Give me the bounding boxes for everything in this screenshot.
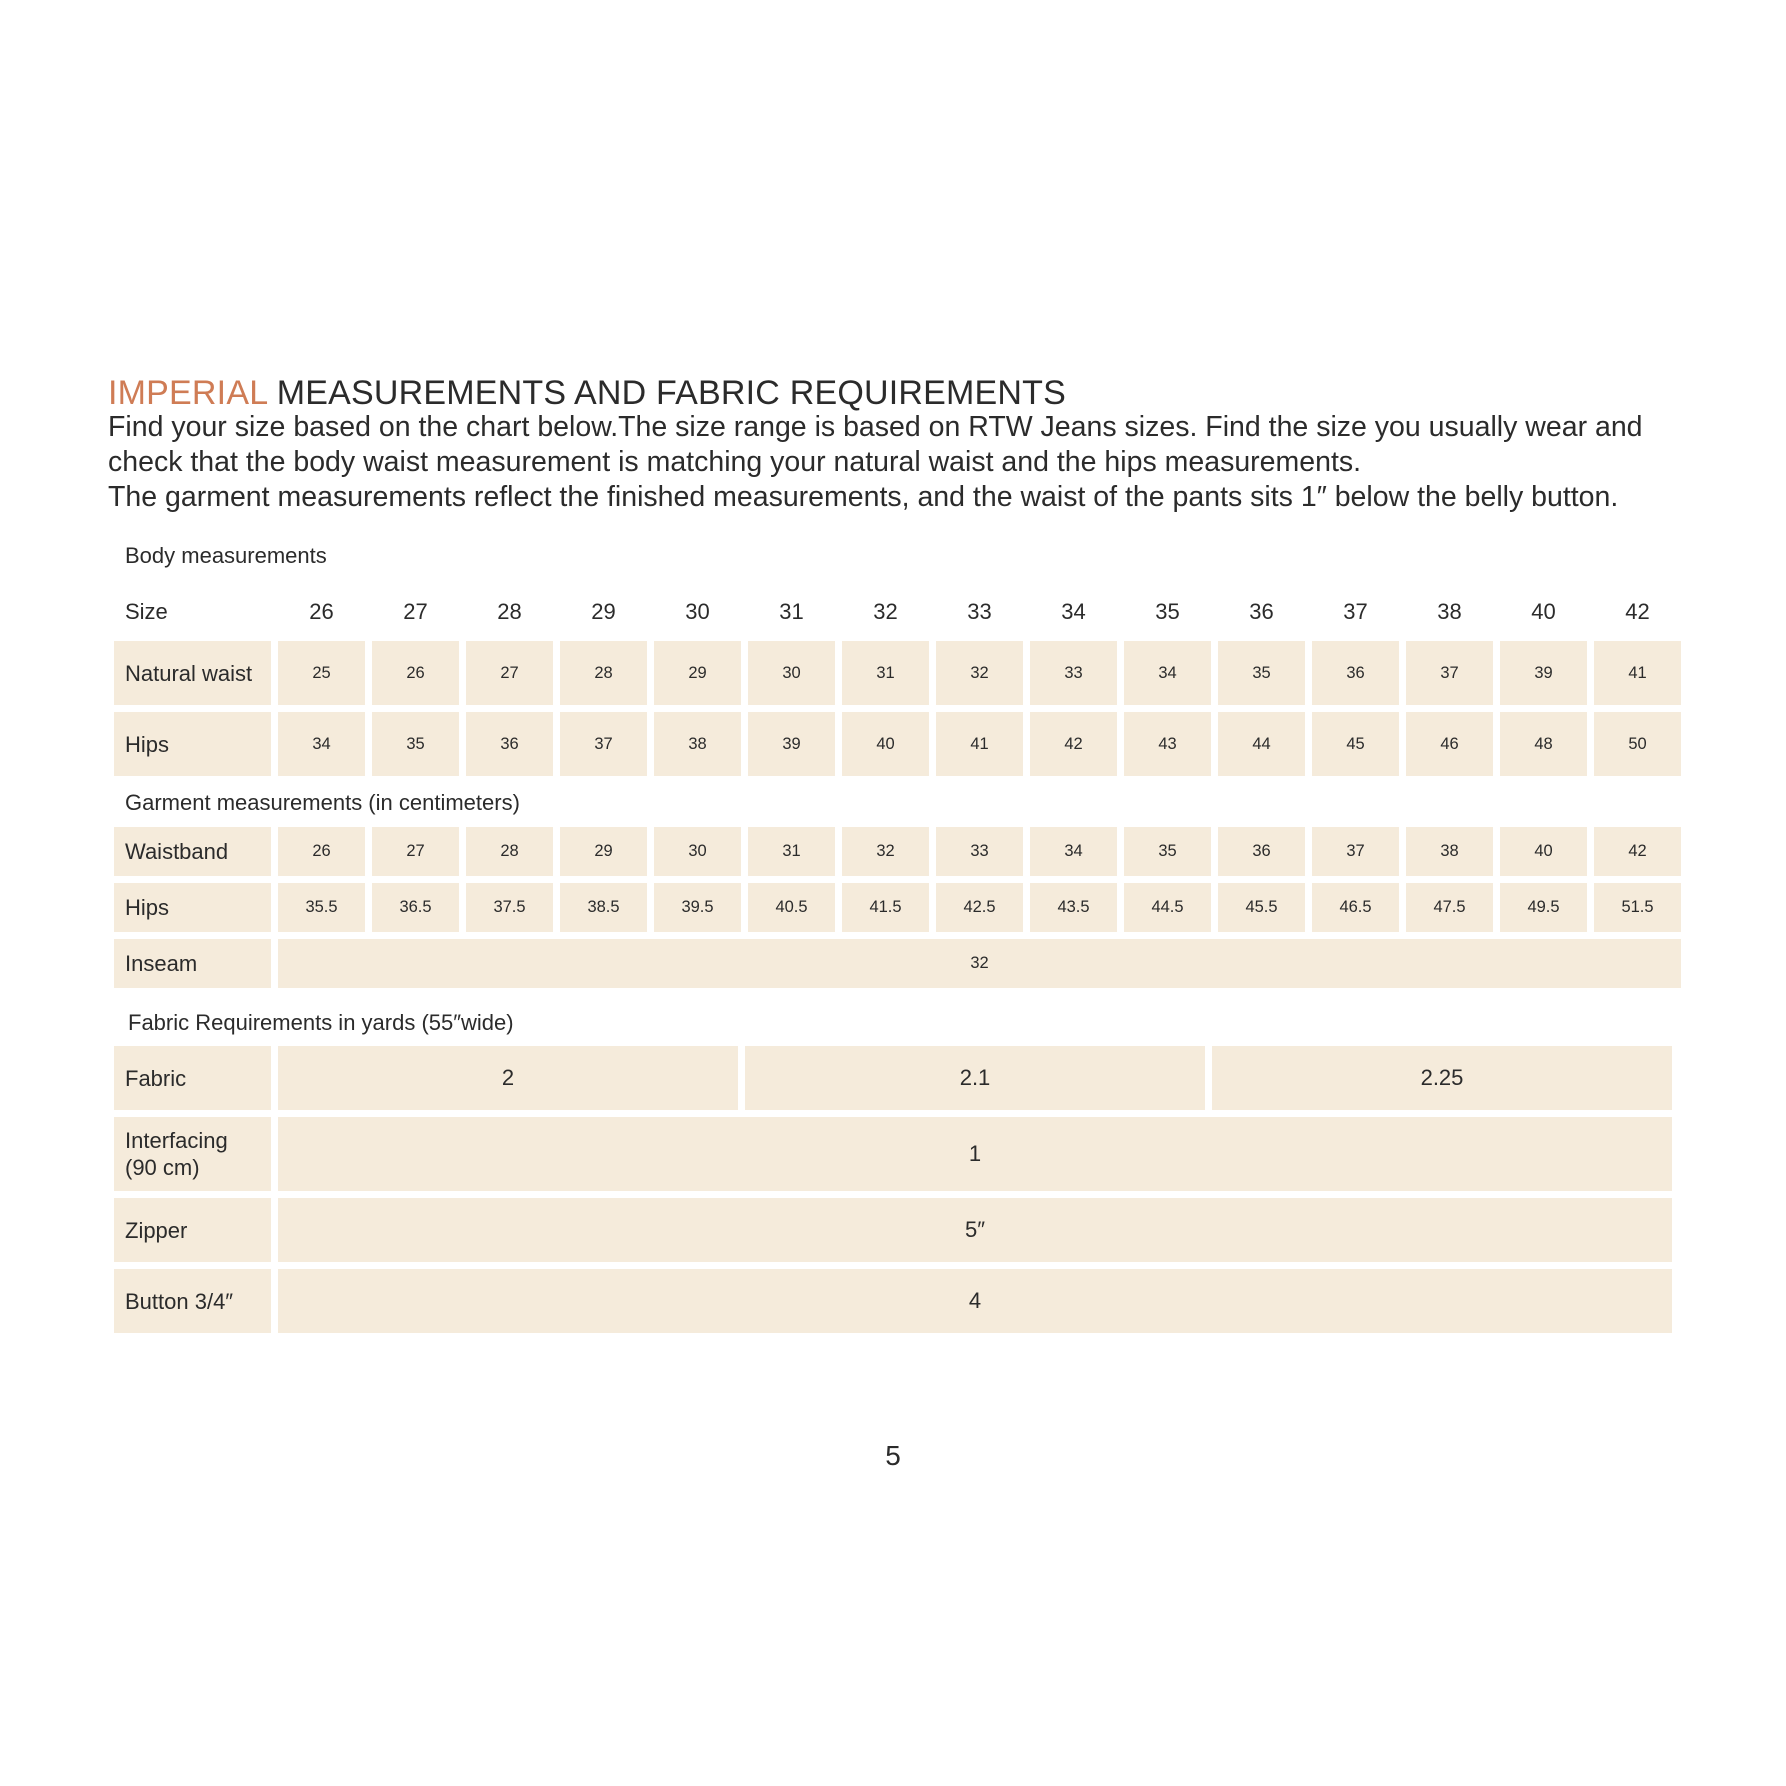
table-cell: 47.5: [1406, 883, 1493, 932]
table-cell: 30: [748, 641, 835, 705]
size-header: 40: [1531, 599, 1556, 624]
size-header: 42: [1625, 599, 1650, 624]
table-cell: 26: [278, 827, 365, 876]
table-cell: 43: [1124, 712, 1211, 776]
fabric-section-label: Fabric Requirements in yards (55″wide): [128, 1010, 514, 1035]
table-cell: 36: [466, 712, 553, 776]
size-header: 35: [1155, 599, 1180, 624]
table-cell: 28: [466, 827, 553, 876]
intro-line-2: check that the body waist measurement is matching your natural waist and the hips measurements.: [108, 446, 1362, 478]
table-cell: 31: [748, 827, 835, 876]
table-cell: 37: [1312, 827, 1399, 876]
table-cell: 25: [278, 641, 365, 705]
fabric-value: 2.25: [1212, 1046, 1672, 1110]
requirement-value: 1: [278, 1117, 1672, 1191]
table-cell: 39.5: [654, 883, 741, 932]
table-cell: 34: [1124, 641, 1211, 705]
intro-line-1: Find your size based on the chart below.The size range is based on RTW Jeans sizes. Find the size you usually wear and: [108, 411, 1643, 443]
requirement-value: 5″: [278, 1198, 1672, 1262]
table-cell: 35.5: [278, 883, 365, 932]
table-cell: 44.5: [1124, 883, 1211, 932]
table-cell: 40: [842, 712, 929, 776]
table-cell: 45: [1312, 712, 1399, 776]
title-accent: IMPERIAL: [108, 374, 268, 412]
table-cell: 29: [560, 827, 647, 876]
row-label: Inseam: [114, 939, 271, 988]
row-label: Hips: [114, 712, 271, 776]
table-cell: 42.5: [936, 883, 1023, 932]
inseam-value: 32: [278, 939, 1681, 988]
table-cell: 48: [1500, 712, 1587, 776]
requirement-value: 4: [278, 1269, 1672, 1333]
row-label: Waistband: [114, 827, 271, 876]
size-header: 29: [591, 599, 616, 624]
size-header: 32: [873, 599, 898, 624]
size-header: 31: [779, 599, 804, 624]
table-cell: 46: [1406, 712, 1493, 776]
title-rest: MEASUREMENTS AND FABRIC REQUIREMENTS: [267, 374, 1067, 412]
size-header: 37: [1343, 599, 1368, 624]
table-cell: 35: [1124, 827, 1211, 876]
garment-section-label: Garment measurements (in centimeters): [125, 790, 520, 815]
table-cell: 37: [560, 712, 647, 776]
row-label: [114, 1198, 271, 1262]
size-header: 30: [685, 599, 710, 624]
row-label-line: Button 3/4″: [125, 1288, 234, 1314]
table-cell: 31: [842, 641, 929, 705]
fabric-requirements-table: [114, 1046, 1672, 1333]
table-cell: 29: [654, 641, 741, 705]
size-header: 28: [497, 599, 522, 624]
table-cell: 36: [1312, 641, 1399, 705]
table-cell: 27: [372, 827, 459, 876]
table-cell: 51.5: [1594, 883, 1681, 932]
table-cell: 35: [372, 712, 459, 776]
row-label: Fabric: [114, 1046, 271, 1110]
table-cell: 44: [1218, 712, 1305, 776]
garment-measurements-table: [114, 827, 1681, 988]
table-cell: 41.5: [842, 883, 929, 932]
intro-text: [108, 410, 1728, 515]
page-number: 5: [885, 1440, 901, 1471]
table-cell: 40: [1500, 827, 1587, 876]
table-cell: 27: [466, 641, 553, 705]
fabric-value: 2: [278, 1046, 738, 1110]
row-label-line: (90 cm): [125, 1155, 200, 1180]
table-cell: 43.5: [1030, 883, 1117, 932]
table-cell: 36: [1218, 827, 1305, 876]
table-cell: 46.5: [1312, 883, 1399, 932]
table-cell: 50: [1594, 712, 1681, 776]
row-label: Hips: [114, 883, 271, 932]
table-cell: 37: [1406, 641, 1493, 705]
table-cell: 30: [654, 827, 741, 876]
table-cell: 28: [560, 641, 647, 705]
size-header: 27: [403, 599, 428, 624]
size-header: 33: [967, 599, 992, 624]
row-label: [114, 1117, 271, 1191]
page-title: [108, 373, 1066, 413]
table-cell: 35: [1218, 641, 1305, 705]
table-cell: 45.5: [1218, 883, 1305, 932]
table-cell: 40.5: [748, 883, 835, 932]
table-cell: 41: [1594, 641, 1681, 705]
table-cell: 38: [654, 712, 741, 776]
row-label-line: Interfacing: [125, 1128, 228, 1153]
size-header: 34: [1061, 599, 1086, 624]
row-label: Natural waist: [114, 641, 271, 705]
table-cell: 38: [1406, 827, 1493, 876]
table-cell: 39: [1500, 641, 1587, 705]
table-cell: 26: [372, 641, 459, 705]
table-cell: 41: [936, 712, 1023, 776]
table-cell: 37.5: [466, 883, 553, 932]
table-cell: 42: [1030, 712, 1117, 776]
row-label-line: Zipper: [125, 1217, 188, 1243]
table-cell: 32: [842, 827, 929, 876]
body-measurements-table: [114, 590, 1681, 776]
table-cell: 42: [1594, 827, 1681, 876]
size-header: 38: [1437, 599, 1462, 624]
table-cell: 38.5: [560, 883, 647, 932]
table-cell: 34: [278, 712, 365, 776]
size-header-label: Size: [125, 599, 168, 624]
row-label: [114, 1269, 271, 1333]
table-cell: 33: [936, 827, 1023, 876]
intro-line-3: The garment measurements reflect the finished measurements, and the waist of the pants sits 1″ below the belly button.: [108, 481, 1619, 513]
table-cell: 49.5: [1500, 883, 1587, 932]
size-header: 26: [309, 599, 334, 624]
table-cell: 36.5: [372, 883, 459, 932]
size-header: 36: [1249, 599, 1274, 624]
table-cell: 34: [1030, 827, 1117, 876]
body-section-label: Body measurements: [125, 543, 327, 568]
table-cell: 33: [1030, 641, 1117, 705]
table-cell: 32: [936, 641, 1023, 705]
table-cell: 39: [748, 712, 835, 776]
fabric-value: 2.1: [745, 1046, 1205, 1110]
